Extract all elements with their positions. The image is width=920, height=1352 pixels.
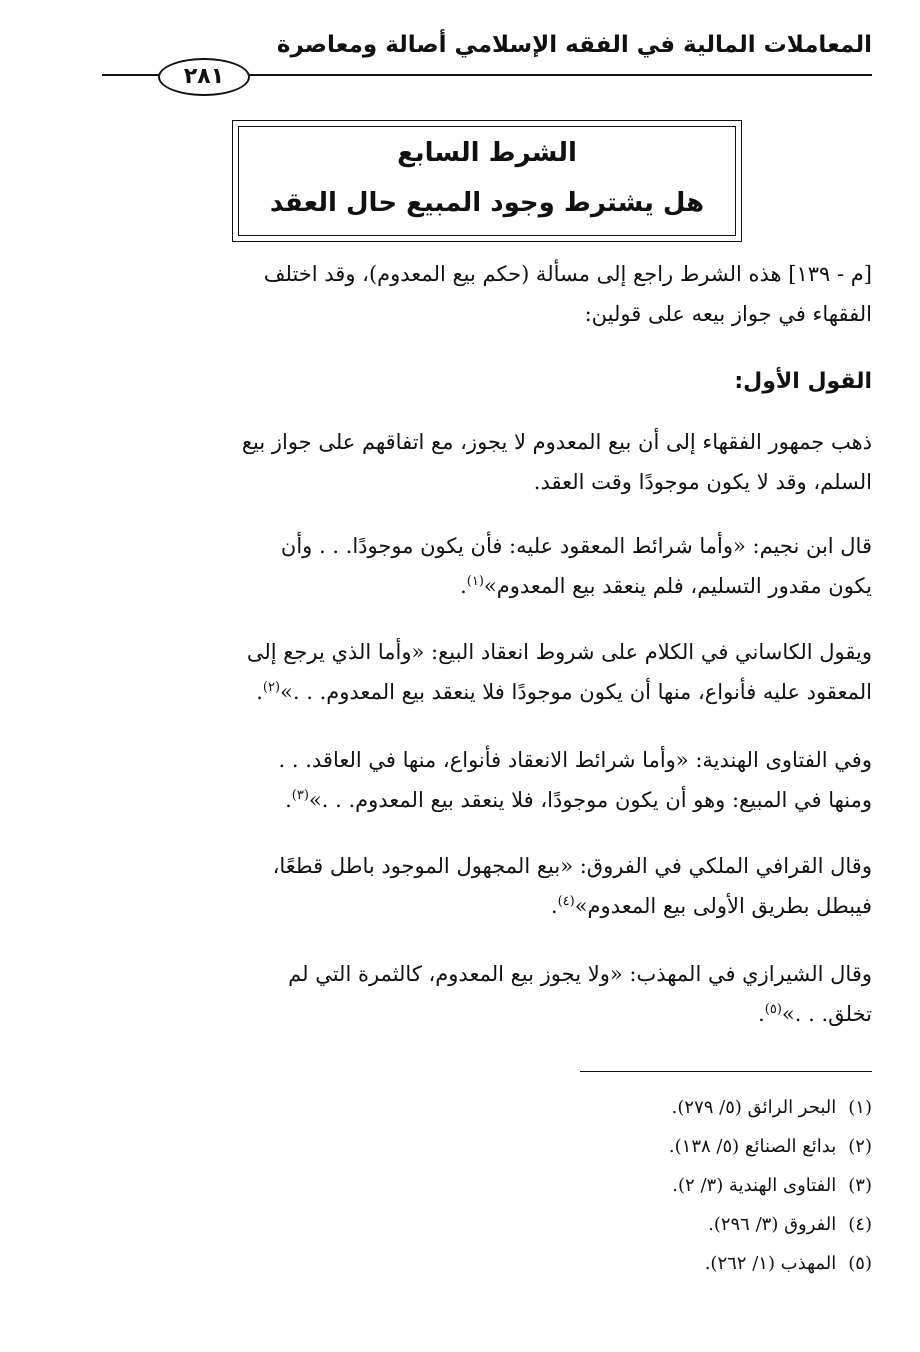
quote-text: تخلق. . .» xyxy=(781,1002,872,1026)
paragraph-ibn-nujaym xyxy=(102,526,872,606)
quote-text: المعقود عليه فأنواع، منها أن يكون موجودًا فلا ينعقد بيع المعدوم. . .» xyxy=(280,680,872,704)
first-opinion-heading: القول الأول: xyxy=(734,369,872,394)
paragraph-line xyxy=(102,994,872,1034)
paragraph-line: ذهب جمهور الفقهاء إلى أن بيع المعدوم لا يجوز، مع اتفاقهم على جواز بيع xyxy=(241,430,872,454)
paragraph-line: السلم، وقد لا يكون موجودًا وقت العقد. xyxy=(533,470,872,494)
footnote-item xyxy=(272,1205,872,1244)
paragraph-line xyxy=(102,780,872,820)
quote-text: فيبطل بطريق الأولى بيع المعدوم» xyxy=(574,894,872,918)
paragraph-kasani xyxy=(102,632,872,712)
paragraph-line: وقال الشيرازي في المهذب: «ولا يجوز بيع المعدوم، كالثمرة التي لم xyxy=(288,962,872,986)
footnote-marker: (٢) xyxy=(262,680,281,695)
paragraph-hindiyya xyxy=(102,740,872,820)
footnote-item xyxy=(272,1088,872,1127)
paragraph-majority xyxy=(102,422,872,502)
running-title: المعاملات المالية في الفقه الإسلامي أصالة ومعاصرة xyxy=(276,32,872,58)
punctuation: . xyxy=(550,894,558,918)
page-number: ٢٨١ xyxy=(158,58,250,96)
quote-text: ومنها في المبيع: وهو أن يكون موجودًا، فلا ينعقد بيع المعدوم. . .» xyxy=(308,788,872,812)
footnote-text: الفتاوى الهندية (٣/ ٢). xyxy=(672,1175,837,1196)
footnote-text: بدائع الصنائع (٥/ ١٣٨). xyxy=(668,1136,837,1157)
paragraph-line: ويقول الكاساني في الكلام على شروط انعقاد البيع: «وأما الذي يرجع إلى xyxy=(246,640,872,664)
paragraph-shirazi xyxy=(102,954,872,1034)
footnote-marker: (٤) xyxy=(557,894,575,909)
footnote-text: الفروق (٣/ ٢٩٦). xyxy=(708,1214,837,1235)
paragraph-intro xyxy=(102,254,872,334)
paragraph-qarafi xyxy=(102,846,872,926)
footnote-number: (٤) xyxy=(848,1214,872,1235)
paragraph-line: قال ابن نجيم: «وأما شرائط المعقود عليه: فأن يكون موجودًا. . . وأن xyxy=(280,534,872,558)
footnote-number: (٢) xyxy=(848,1136,872,1157)
footnote-number: (٣) xyxy=(848,1175,872,1196)
section-subtitle: هل يشترط وجود المبيع حال العقد xyxy=(269,188,705,218)
paragraph-line: وفي الفتاوى الهندية: «وأما شرائط الانعقاد فأنواع، منها في العاقد. . . xyxy=(278,748,872,772)
footnotes-list xyxy=(272,1088,872,1283)
paragraph-line: الفقهاء في جواز بيعه على قولين: xyxy=(584,302,872,326)
section-title-box xyxy=(232,120,742,242)
punctuation: . xyxy=(460,574,467,598)
footnote-marker: (٣) xyxy=(291,788,309,803)
paragraph-line: [م - ١٣٩] هذه الشرط راجع إلى مسألة (حكم بيع المعدوم)، وقد اختلف xyxy=(263,262,872,286)
footnote-number: (١) xyxy=(848,1097,872,1118)
footnote-number: (٥) xyxy=(848,1253,872,1274)
footnote-marker: (١) xyxy=(466,574,484,589)
paragraph-line: وقال القرافي الملكي في الفروق: «بيع المجهول الموجود باطل قطعًا، xyxy=(272,854,872,878)
quote-text: يكون مقدور التسليم، فلم ينعقد بيع المعدوم» xyxy=(483,574,872,598)
paragraph-line xyxy=(102,886,872,926)
footnote-separator xyxy=(580,1071,872,1072)
footnote-item xyxy=(272,1127,872,1166)
punctuation: . xyxy=(256,680,263,704)
paragraph-line xyxy=(102,566,872,606)
section-title: الشرط السابع xyxy=(397,138,577,168)
footnote-item xyxy=(272,1166,872,1205)
footnote-marker: (٥) xyxy=(764,1002,782,1017)
footnote-text: البحر الرائق (٥/ ٢٧٩). xyxy=(671,1097,837,1118)
footnote-text: المهذب (١/ ٢٦٢). xyxy=(704,1253,837,1274)
punctuation: . xyxy=(758,1002,765,1026)
punctuation: . xyxy=(285,788,292,812)
footnote-item xyxy=(272,1244,872,1283)
paragraph-line xyxy=(102,672,872,712)
